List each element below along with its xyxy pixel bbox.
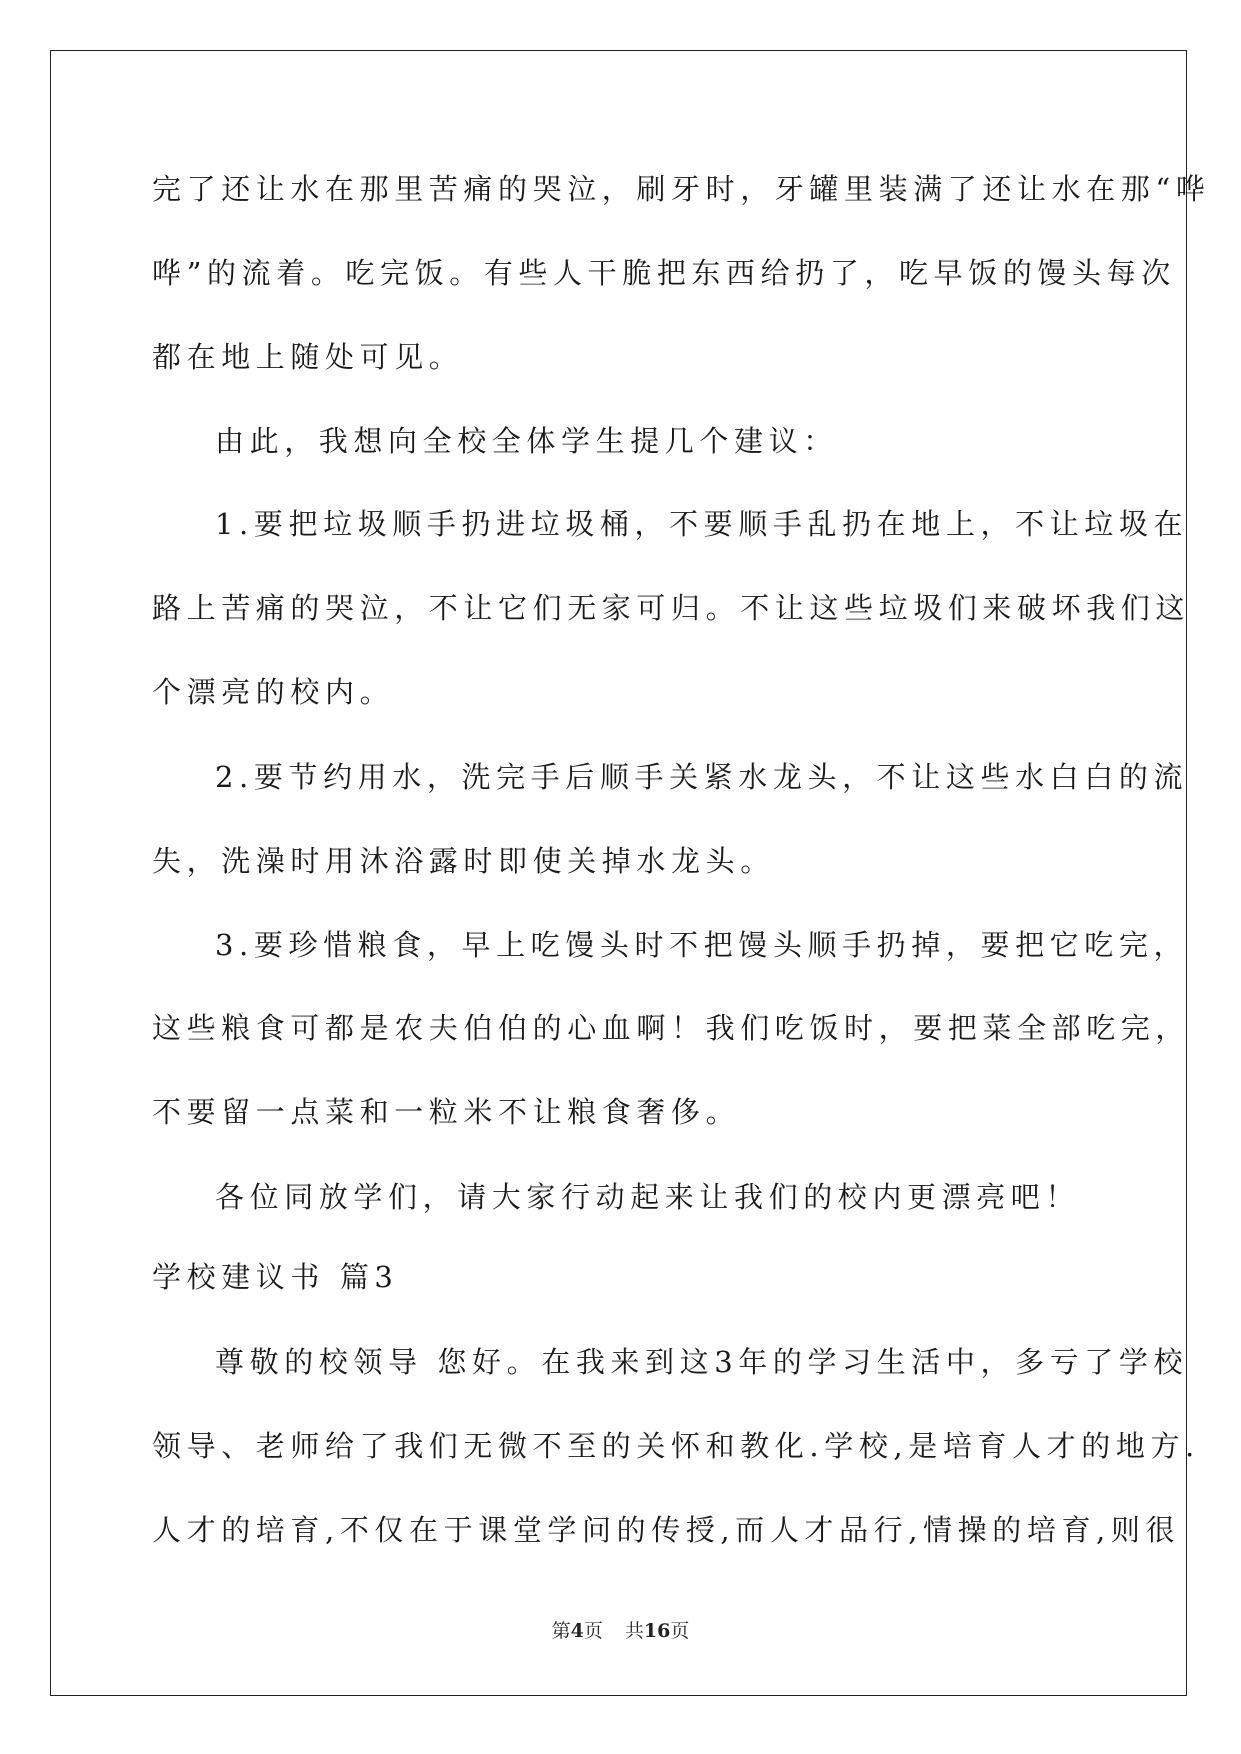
suggestion-1-line: 1.要把垃圾顺手扔进垃圾桶，不要顺手乱扔在地上，不让垃圾在	[215, 507, 1189, 541]
body-line: 个漂亮的校内。	[152, 675, 395, 709]
paragraph-intro: 由此，我想向全校全体学生提几个建议：	[215, 424, 838, 458]
page-number: 4	[570, 1620, 584, 1642]
body-line: 都在地上随处可见。	[152, 340, 464, 374]
page-prefix: 第	[551, 1620, 571, 1642]
suggestion-2-line: 2.要节约用水，洗完手后顺手关紧水龙头，不让这些水白白的流	[215, 760, 1189, 794]
total-pages: 16	[643, 1620, 671, 1642]
page-suffix: 页	[583, 1620, 603, 1642]
body-line: 完了还让水在那里苦痛的哭泣，刷牙时，牙罐里装满了还让水在那“哗	[152, 172, 1211, 206]
body-line: 这些粮食可都是农夫伯伯的心血啊！我们吃饭时，要把菜全部吃完，	[152, 1011, 1191, 1045]
body-line: 领导、老师给了我们无微不至的关怀和教化.学校,是培育人才的地方.	[152, 1429, 1200, 1463]
section-heading: 学校建议书 篇3	[152, 1260, 399, 1294]
body-line: 失，洗澡时用沐浴露时即使关掉水龙头。	[152, 844, 775, 878]
body-line: 哗”的流着。吃完饭。有些人干脆把东西给扔了，吃早饭的馒头每次	[152, 256, 1176, 290]
total-prefix: 共	[624, 1620, 644, 1642]
page-footer	[0, 1619, 1241, 1643]
letter-opening-line: 尊敬的校领导 您好。在我来到这3年的学习生活中，多亏了学校	[215, 1345, 1189, 1379]
closing-line: 各位同放学们，请大家行动起来让我们的校内更漂亮吧！	[215, 1180, 1081, 1214]
suggestion-3-line: 3.要珍惜粮食，早上吃馒头时不把馒头顺手扔掉，要把它吃完，	[215, 928, 1189, 962]
total-suffix: 页	[670, 1620, 690, 1642]
body-line: 路上苦痛的哭泣，不让它们无家可归。不让这些垃圾们来破坏我们这	[152, 591, 1191, 625]
body-line: 不要留一点菜和一粒米不让粮食奢侈。	[152, 1095, 741, 1129]
body-line: 人才的培育,不仅在于课堂学问的传授,而人才品行,情操的培育,则很	[152, 1513, 1181, 1547]
